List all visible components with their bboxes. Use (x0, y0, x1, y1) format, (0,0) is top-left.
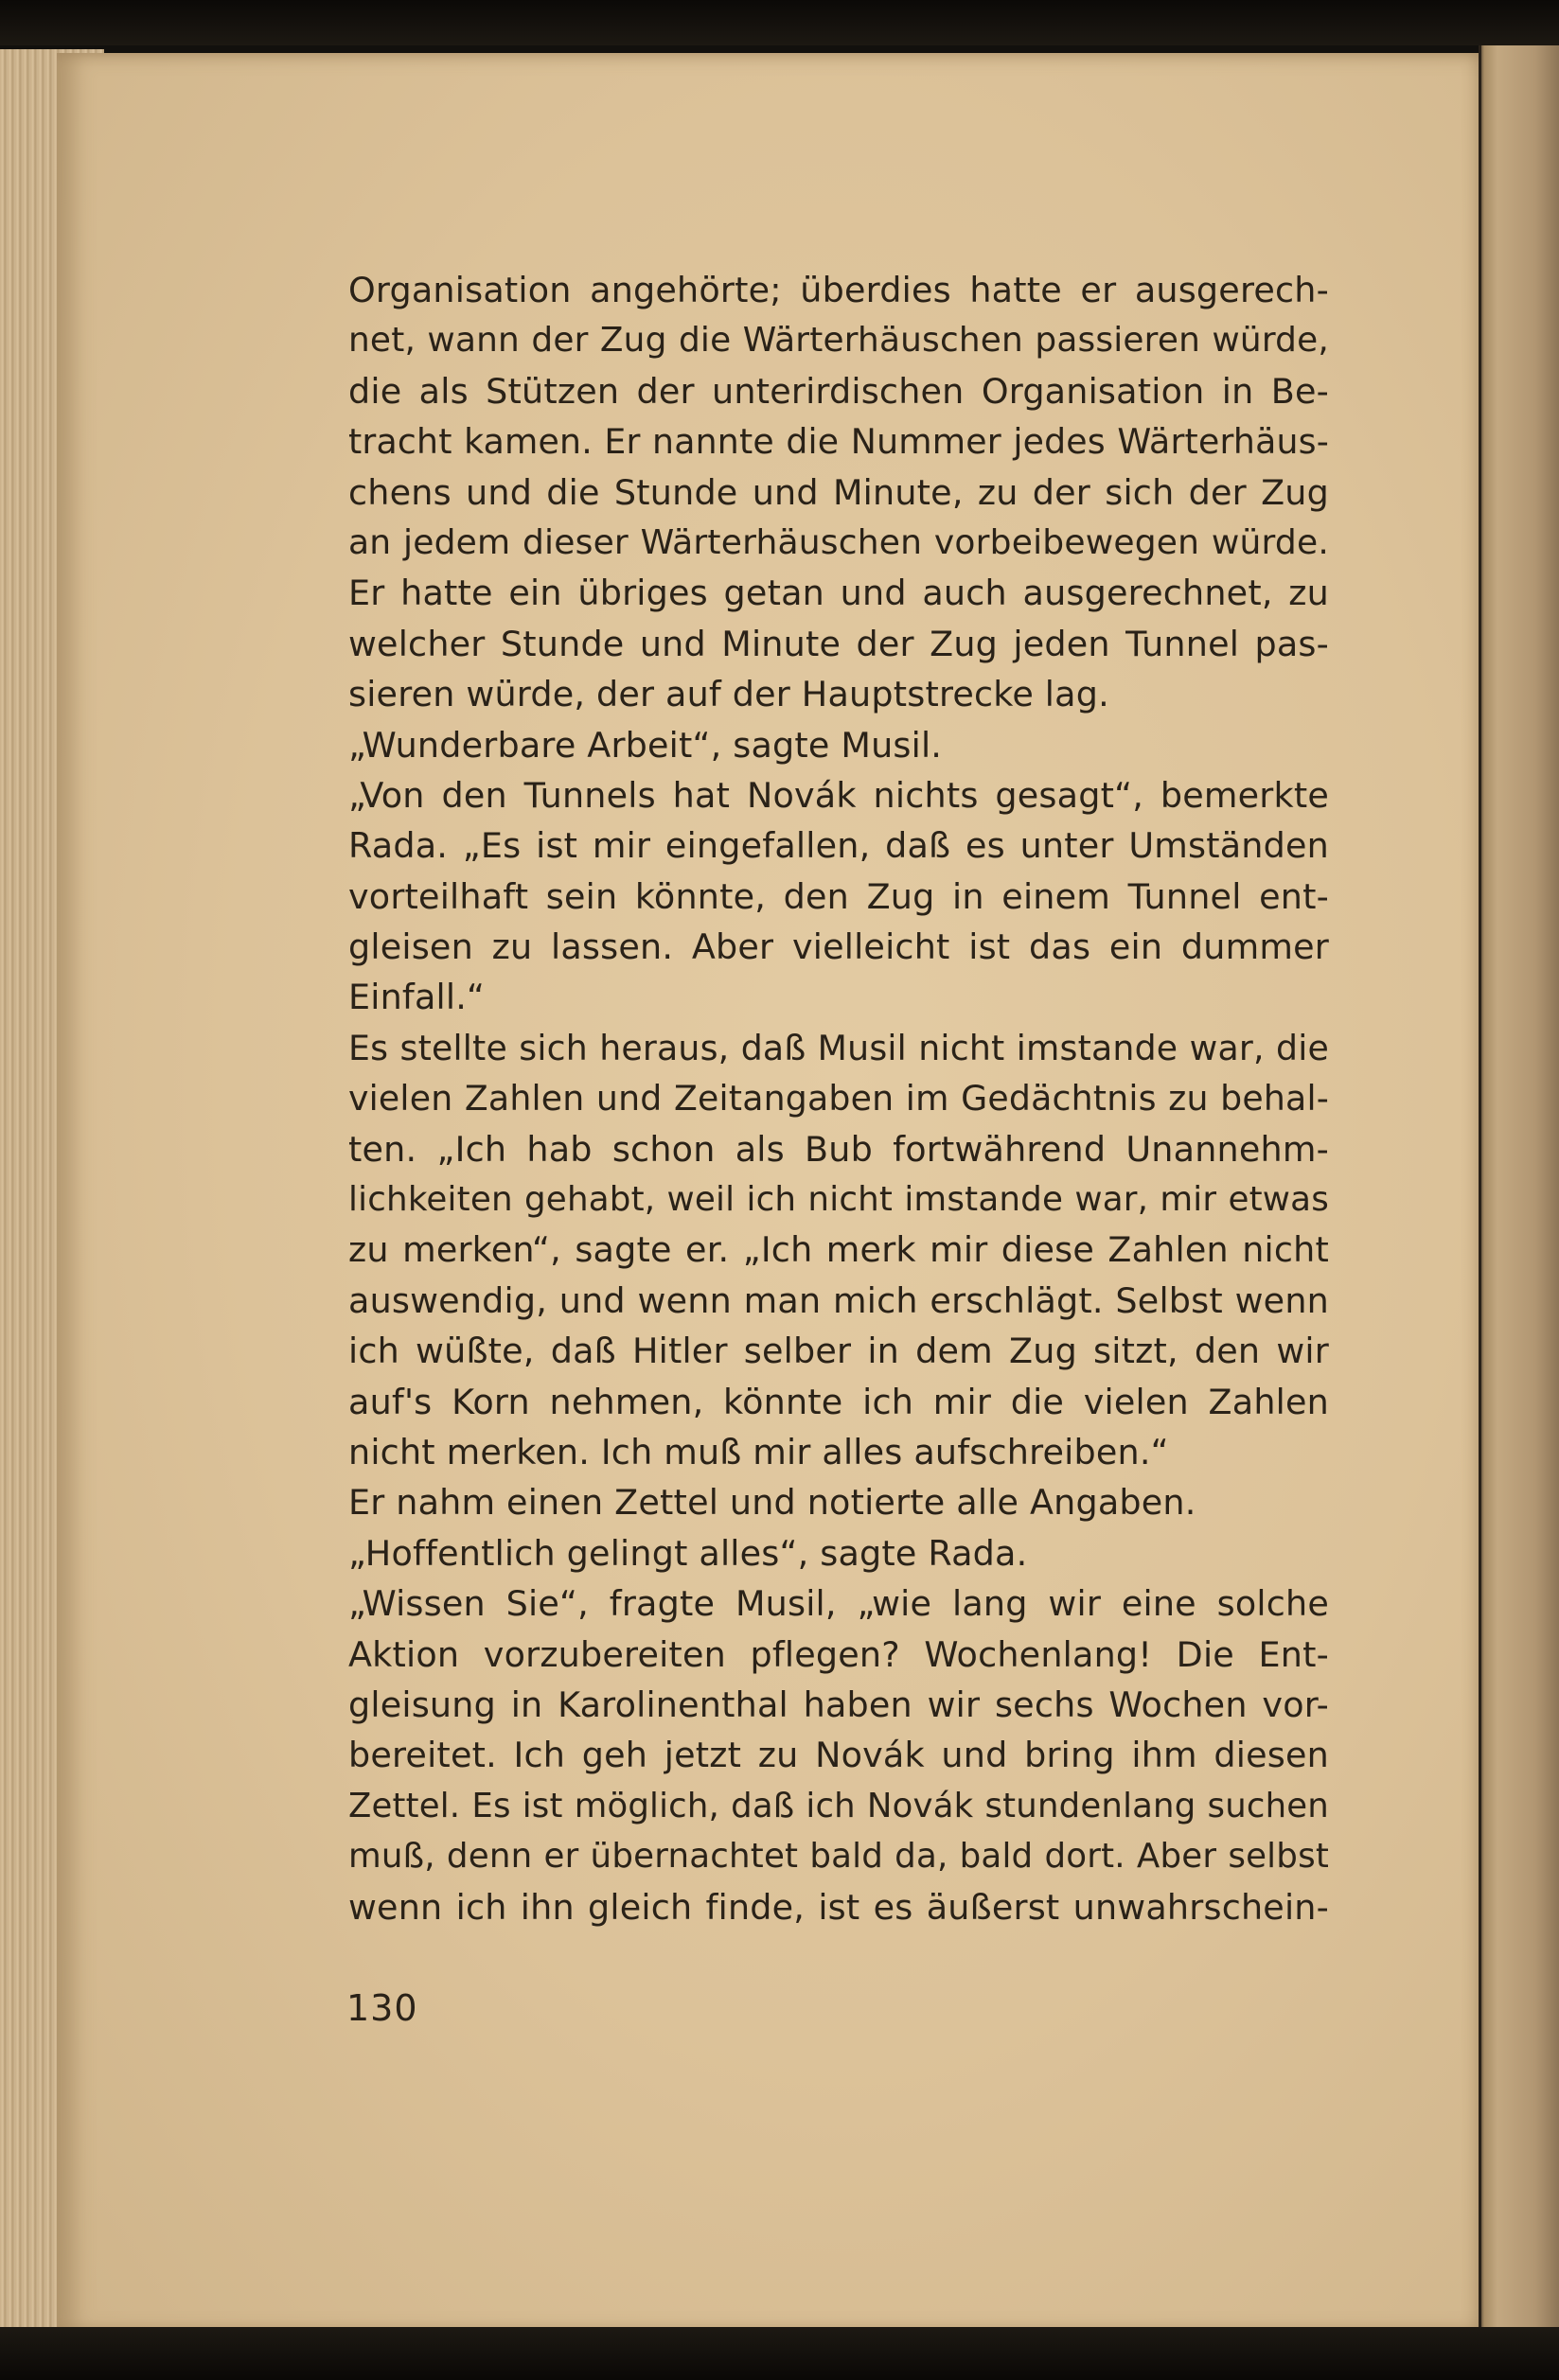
text-line: die als Stützen der unterirdischen Organisation in Be- (348, 370, 1329, 412)
text-line: Zettel. Es ist möglich, daß ich Novák stundenlang suchen (348, 1786, 1329, 1825)
text-line: gleisen zu lassen. Aber vielleicht ist das ein dummer (348, 926, 1329, 968)
text-line: Aktion vorzubereiten pflegen? Wochenlang! Die Ent- (348, 1633, 1329, 1675)
text-line: „Hoffentlich gelingt alles“, sagte Rada. (348, 1532, 1028, 1574)
text-line: Rada. „Es ist mir eingefallen, daß es unter Umständen (348, 825, 1329, 867)
text-line: ich wüßte, daß Hitler selber in dem Zug sitzt, den wir (348, 1331, 1329, 1372)
text-line: vielen Zahlen und Zeitangaben im Gedächtnis zu behal- (348, 1078, 1329, 1119)
text-line: „Wunderbare Arbeit“, sagte Musil. (348, 724, 943, 766)
text-line: muß, denn er übernachtet bald da, bald dort. Aber selbst (348, 1837, 1329, 1877)
text-line: Einfall.“ (348, 977, 486, 1018)
text-line: auf's Korn nehmen, könnte ich mir die vielen Zahlen (348, 1381, 1329, 1422)
text-line: tracht kamen. Er nannte die Nummer jedes Wärterhäus- (348, 421, 1329, 463)
text-line: lichkeiten gehabt, weil ich nicht imstande war, mir etwas (348, 1180, 1329, 1220)
text-line: chens und die Stunde und Minute, zu der sich der Zug (348, 471, 1329, 513)
text-line: Organisation angehörte; überdies hatte er ausgerech- (348, 270, 1329, 310)
text-line: Er hatte ein übriges getan und auch ausgerechnet, zu (348, 573, 1329, 614)
text-line: sieren würde, der auf der Hauptstrecke lag. (348, 674, 1109, 715)
text-line: net, wann der Zug die Wärterhäuschen passieren würde, (348, 321, 1329, 361)
text-line: gleisung in Karolinenthal haben wir sechs Wochen vor- (348, 1684, 1329, 1725)
top-shadow (0, 0, 1559, 45)
text-line: welcher Stunde und Minute der Zug jeden Tunnel pas- (348, 623, 1329, 664)
text-line: auswendig, und wenn man mich erschlägt. Selbst wenn (348, 1279, 1329, 1321)
text-line: an jedem dieser Wärterhäuschen vorbeibewegen würde. (348, 522, 1329, 562)
text-line: ten. „Ich hab schon als Bub fortwährend Unannehm- (348, 1128, 1329, 1170)
page-number: 130 (346, 1987, 418, 2029)
body-text (348, 265, 1329, 1932)
text-line: bereitet. Ich geh jetzt zu Novák und bring ihm diesen (348, 1735, 1329, 1776)
text-line: zu merken“, sagte er. „Ich merk mir diese Zahlen nicht (348, 1229, 1329, 1271)
text-line: wenn ich ihn gleich finde, ist es äußerst unwahrschein- (348, 1886, 1329, 1928)
text-line: vorteilhaft sein könnte, den Zug in einem Tunnel ent- (348, 875, 1329, 917)
text-line: Es stellte sich heraus, daß Musil nicht imstande war, die (348, 1027, 1329, 1068)
bottom-shadow (0, 2327, 1559, 2380)
text-line: „Wissen Sie“, fragte Musil, „wie lang wir eine solche (348, 1583, 1329, 1625)
text-line: Er nahm einen Zettel und notierte alle Angaben. (348, 1482, 1196, 1524)
text-line: „Von den Tunnels hat Novák nichts gesagt“, bemerkte (348, 774, 1329, 816)
book-cover-edge (1479, 45, 1559, 2345)
text-line: nicht merken. Ich muß mir alles aufschreiben.“ (348, 1431, 1169, 1472)
